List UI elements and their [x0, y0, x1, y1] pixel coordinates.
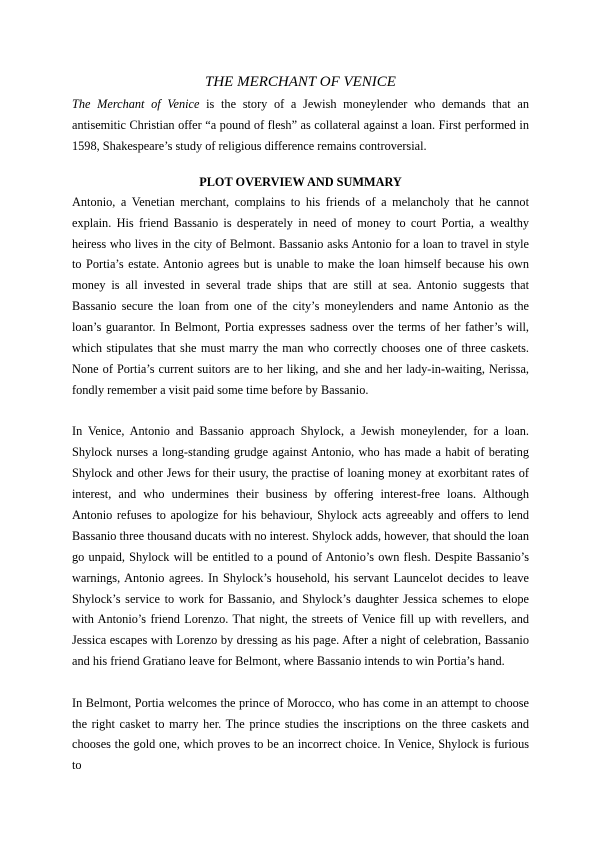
body-paragraph-2: In Venice, Antonio and Bassanio approach Shylock, a Jewish moneylender, for a loan. Shylock nurses a long-standing grudge against Antonio, who has made a habit of berating Shylock and other Jews for their usury, the practise of loaning money at exorbitant rates of interest, and who undermines their business by offering interest-free loans. Although Antonio refuses to apologize for his behaviour, Shylock acts agreeably and offers to lend Bassanio three thousand ducats with no interest. Shylock adds, however, that should the loan go unpaid, Shylock will be entitled to a pound of Antonio’s own flesh. Despite Bassanio’s warnings, Antonio agrees. In Shylock’s household, his servant Launcelot decides to leave Shylock’s service to work for Bassanio, and Shylock’s daughter Jessica schemes to elope with Antonio’s friend Lorenzo. That night, the streets of Venice fill up with revellers, and Jessica escapes with Lorenzo by dressing as his page. After a night of celebration, Bassanio and his friend Gratiano leave for Belmont, where Bassanio intends to win Portia’s hand. — [72, 424, 529, 669]
intro-text: is the story of a Jewish moneylender who demands that an antisemitic Christian offer “a pound of flesh” as collateral against a loan. First performed in 1598, Shakespeare’s study of religious difference remains controversial. — [72, 97, 529, 153]
section-heading: PLOT OVERVIEW AND SUMMARY — [199, 174, 402, 189]
document-page — [72, 72, 529, 776]
body-paragraph-1: Antonio, a Venetian merchant, complains to his friends of a melancholy that he cannot explain. His friend Bassanio is desperately in need of money to court Portia, a wealthy heiress who lives in the city of Belmont. Bassanio asks Antonio for a loan to travel in style to Portia’s estate. Antonio agrees but is unable to make the loan himself because his own money is all invested in several trade ships that are still at sea. Antonio suggests that Bassanio secure the loan from one of the city’s moneylenders and name Antonio as the loan’s guarantor. In Belmont, Portia expresses sadness over the terms of her father’s will, which stipulates that she must marry the man who correctly chooses one of three caskets. None of Portia’s current suitors are to her liking, and she and her lady-in-waiting, Nerissa, fondly remember a visit paid some time before by Bassanio. — [72, 194, 529, 397]
body-paragraph-3: In Belmont, Portia welcomes the prince of Morocco, who has come in an attempt to choose the right casket to marry her. The prince studies the inscriptions on the three caskets and chooses the gold one, which proves to be an incorrect choice. In Venice, Shylock is furious to — [72, 695, 529, 773]
document-title: THE MERCHANT OF VENICE — [205, 74, 396, 90]
intro-italic-title: The Merchant of Venice — [72, 97, 200, 111]
intro-paragraph — [72, 94, 529, 157]
